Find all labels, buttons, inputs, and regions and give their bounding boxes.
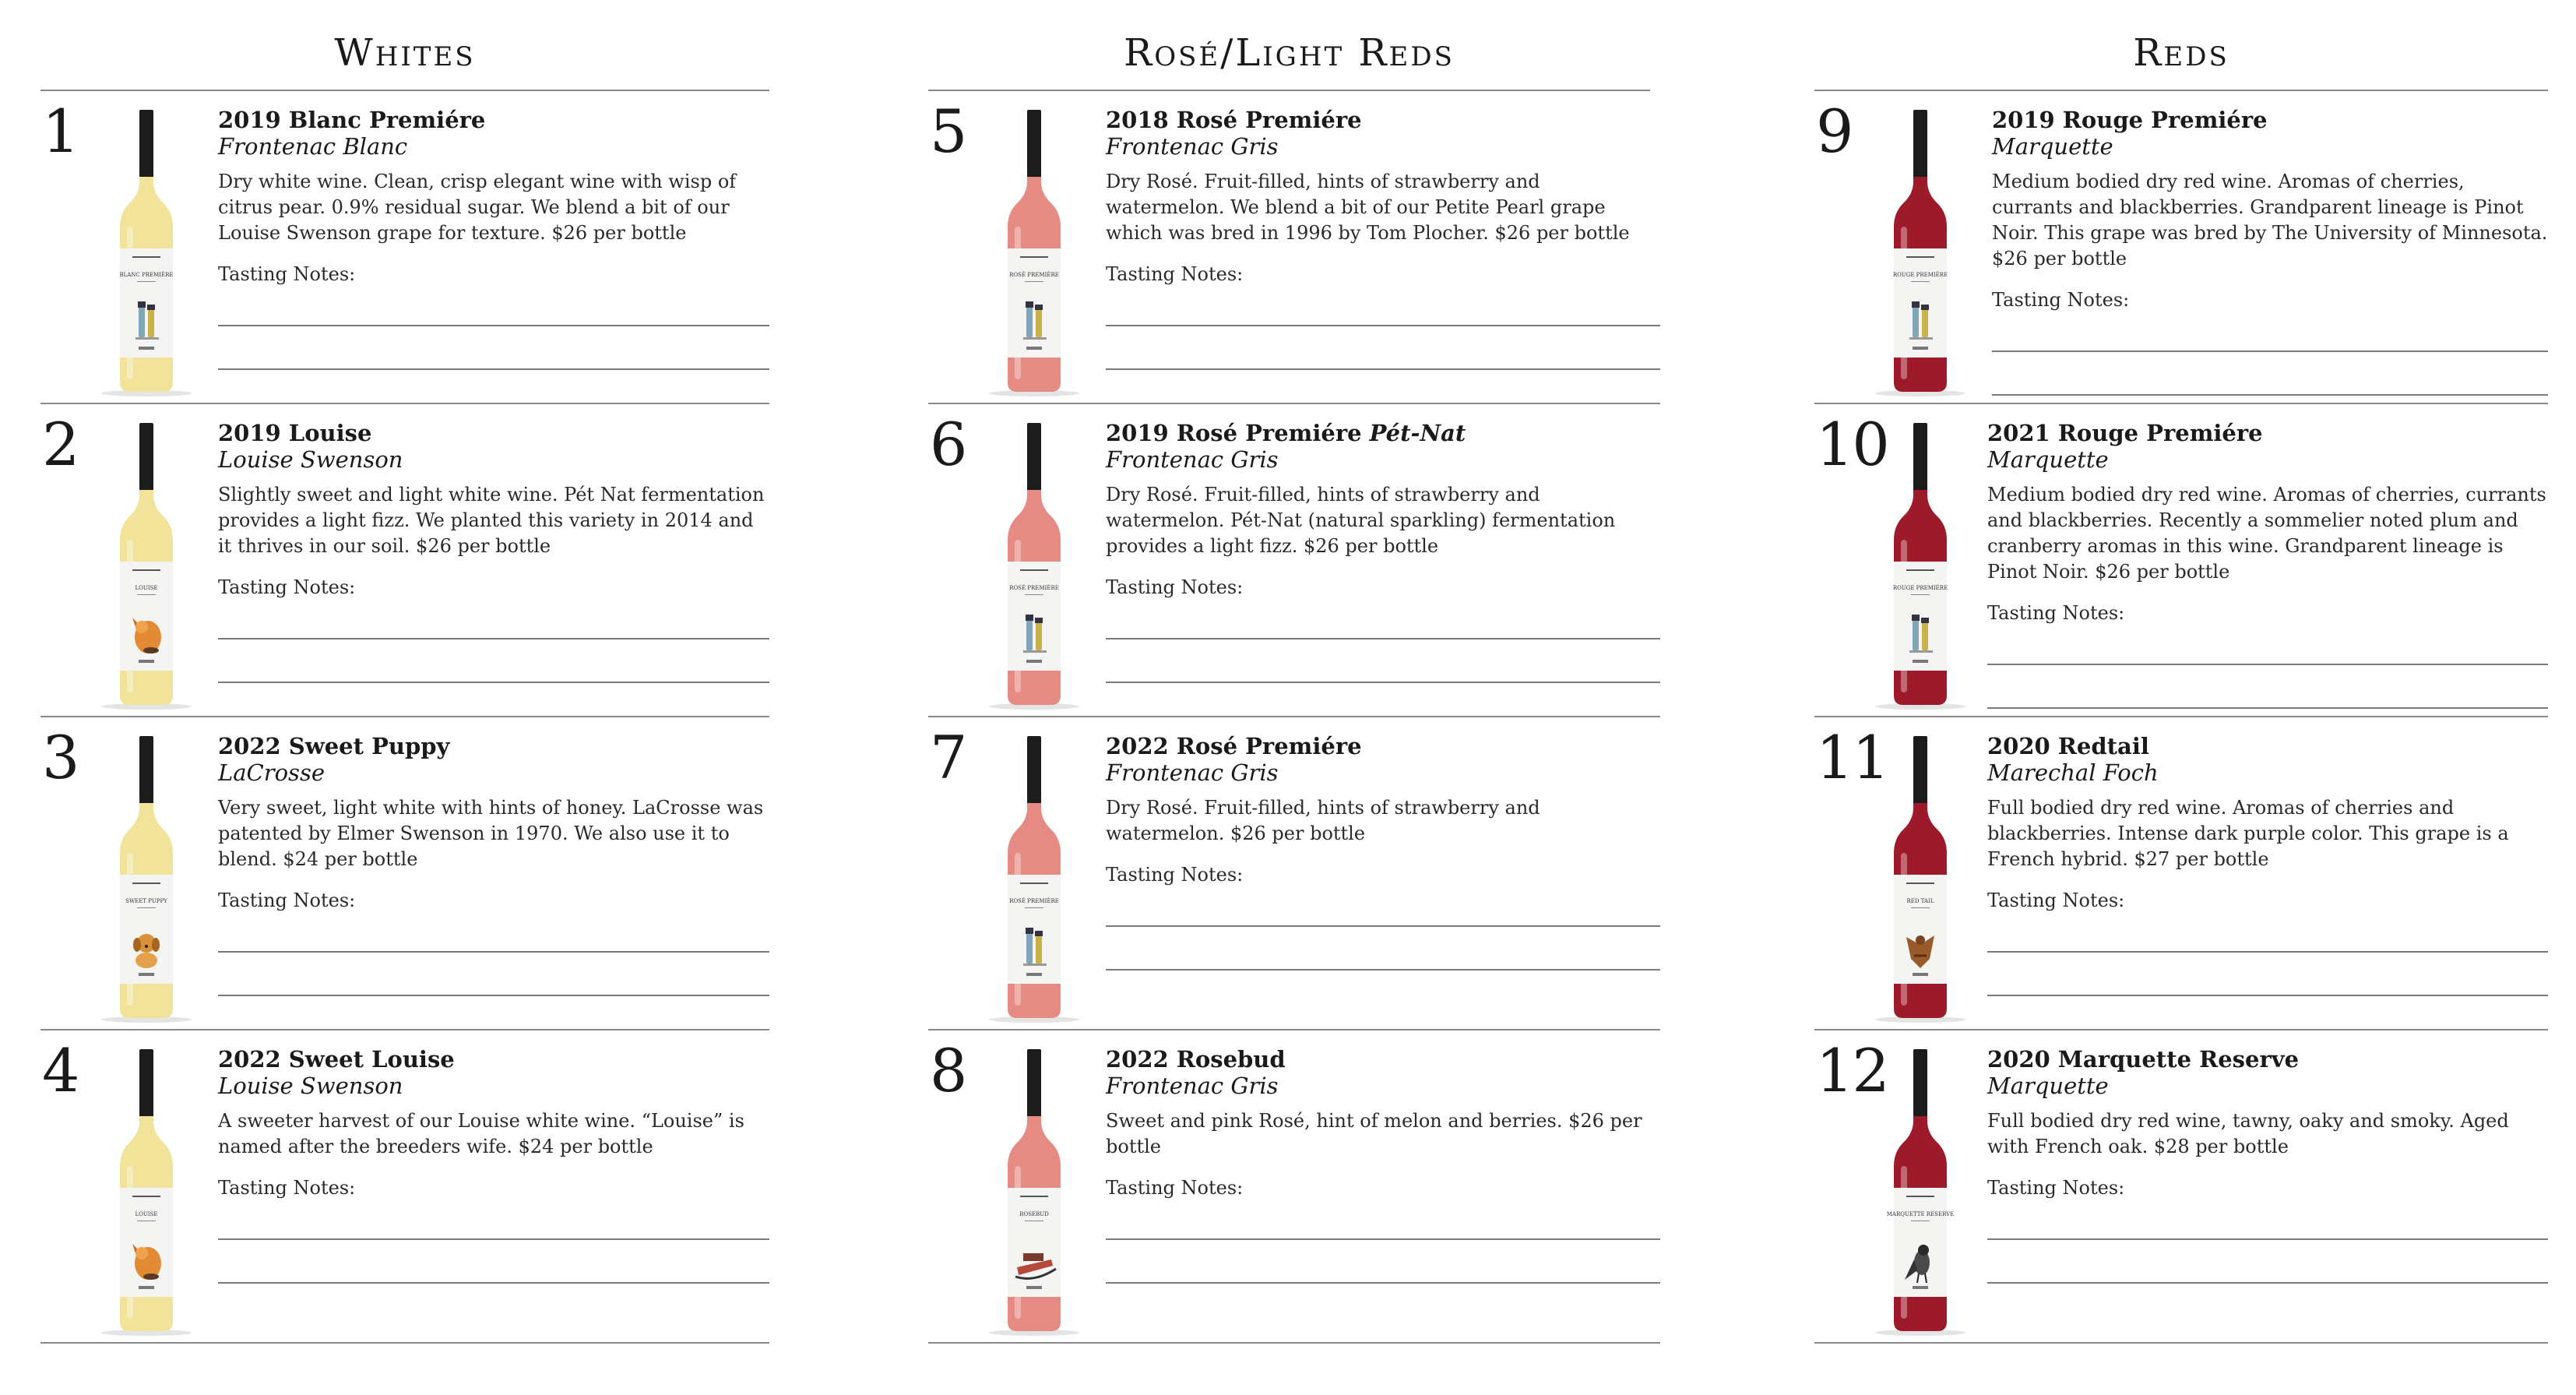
bottle-label-text: ROSÉ PREMIÈRE: [1009, 585, 1059, 591]
wine-entry: [40, 91, 769, 404]
tasting-notes-label: Tasting Notes:: [218, 889, 356, 911]
wine-bottle: [989, 423, 1079, 710]
bottle-label-text: LOUISE: [135, 1211, 158, 1217]
wine-bottle: [1875, 423, 1965, 710]
wine-name: [1106, 107, 1660, 133]
tasting-notes-label: Tasting Notes:: [1106, 1177, 1244, 1199]
grape-variety: Marquette: [1992, 133, 2113, 160]
tasting-notes-line[interactable]: [1106, 1282, 1660, 1284]
wine-number: 4: [42, 1036, 79, 1105]
wine-name: [1106, 420, 1660, 446]
bottle-label-text: LOUISE: [135, 585, 158, 591]
bottle-label: [1008, 1188, 1061, 1297]
wine-bottle: [989, 110, 1079, 396]
wine-entry: [1814, 91, 2548, 404]
wine-bottle: [989, 736, 1079, 1023]
tasting-notes-line[interactable]: [218, 995, 769, 996]
bottle-label: [1894, 562, 1947, 671]
wine-entry: [40, 404, 769, 717]
wine-name: [1987, 733, 2548, 759]
wine-entry: [928, 1030, 1660, 1344]
bottle-label: [1894, 1188, 1947, 1297]
wine-entry: [1814, 404, 2548, 717]
bottle-label-text: MARQUETTE RESERVE: [1886, 1211, 1955, 1217]
wine-details: [218, 1046, 769, 1284]
wine-entry: [928, 404, 1660, 717]
bottle-label: [1008, 248, 1061, 358]
wine-bottle: [101, 736, 192, 1023]
wine-details: [1987, 420, 2548, 709]
grape-variety: Louise Swenson: [218, 446, 403, 473]
tasting-notes-label: Tasting Notes:: [1106, 576, 1244, 598]
tasting-notes-line[interactable]: [1992, 351, 2548, 352]
wine-details: [218, 107, 769, 370]
bottle-label-text: ROUGE PREMIÈRE: [1892, 585, 1948, 591]
tasting-notes-line[interactable]: [1106, 969, 1660, 971]
wine-description: Dry Rosé. Fruit-filled, hints of strawberry and watermelon. Pét-Nat (natural sparkling) fermentation provides a light fizz. $26 per bottle: [1106, 484, 1616, 557]
wine-bottle: [101, 1049, 192, 1336]
bottle-label: [1008, 875, 1061, 984]
wine-name-text: 2022 Sweet Louise: [218, 1046, 455, 1073]
grape-variety: Marechal Foch: [1987, 759, 2159, 786]
bottle-label: [120, 1188, 173, 1297]
tasting-notes-line[interactable]: [1987, 951, 2548, 953]
column-whites: [40, 0, 769, 1344]
wine-name-text: 2022 Sweet Puppy: [218, 733, 450, 759]
wine-entry: [1814, 1030, 2548, 1344]
grape-variety: Marquette: [1987, 446, 2109, 473]
grape-variety: Marquette: [1987, 1073, 2109, 1099]
tasting-notes-line[interactable]: [1106, 925, 1660, 927]
tasting-notes-label: Tasting Notes:: [218, 576, 356, 598]
wine-number: 3: [42, 723, 79, 792]
bottle-label: [120, 248, 173, 358]
tasting-notes-line[interactable]: [1987, 664, 2548, 665]
wine-description: Dry white wine. Clean, crisp elegant wine with wisp of citrus pear. 0.9% residual sugar. We blend a bit of our Louise Swenson grape for texture. $26 per bottle: [218, 171, 737, 244]
grape-variety: LaCrosse: [218, 759, 325, 786]
wine-number: 9: [1816, 97, 1853, 166]
tasting-notes-line[interactable]: [218, 368, 769, 370]
tasting-notes-line[interactable]: [1106, 1238, 1660, 1240]
wine-details: [1106, 420, 1660, 683]
wine-name-text: 2018 Rosé Premiére: [1106, 107, 1362, 133]
bottle-label: [120, 562, 173, 671]
wine-number: 5: [930, 97, 966, 166]
wine-description: Dry Rosé. Fruit-filled, hints of strawberry and watermelon. $26 per bottle: [1106, 797, 1540, 844]
tasting-notes-label: Tasting Notes:: [218, 1177, 356, 1199]
wine-name-text: 2019 Blanc Premiére: [218, 107, 486, 133]
tasting-notes-label: Tasting Notes:: [1987, 602, 2125, 624]
wine-name-text: 2022 Rosé Premiére: [1106, 733, 1362, 759]
tasting-notes-label: Tasting Notes:: [1106, 864, 1244, 886]
grape-variety: Frontenac Gris: [1106, 759, 1279, 786]
wine-name-text: 2020 Redtail: [1987, 733, 2149, 759]
wine-description: Medium bodied dry red wine. Aromas of cherries, currants and blackberries. Recently a sommelier noted plum and cranberry aromas in this wine. Grandparent lineage is Pinot Noir. $26 per bottle: [1987, 484, 2546, 583]
wine-number: 7: [930, 723, 966, 792]
wine-details: [1106, 1046, 1660, 1284]
tasting-notes-line[interactable]: [1106, 368, 1660, 370]
wine-bottle: [1875, 1049, 1965, 1336]
column-reds: [1814, 0, 2548, 1344]
tasting-notes-line[interactable]: [218, 951, 769, 953]
wine-name: [218, 420, 769, 446]
wine-name-text: 2020 Marquette Reserve: [1987, 1046, 2300, 1073]
bottle-label-text: RED TAIL: [1906, 898, 1934, 904]
wine-entry: [40, 1030, 769, 1344]
wine-name: [218, 107, 769, 133]
wine-description: Slightly sweet and light white wine. Pét Nat fermentation provides a light fizz. We planted this variety in 2014 and it thrives in our soil. $26 per bottle: [218, 484, 765, 557]
wine-number: 6: [930, 410, 966, 479]
wine-number: 11: [1816, 723, 1888, 792]
tasting-notes-line[interactable]: [218, 325, 769, 326]
wine-name: [1106, 733, 1660, 759]
wine-description: Sweet and pink Rosé, hint of melon and berries. $26 per bottle: [1106, 1110, 1642, 1157]
bottle-label: [1008, 562, 1061, 671]
tasting-notes-line[interactable]: [1987, 995, 2548, 996]
wine-bottle: [101, 110, 192, 396]
bottle-label-text: ROUGE PREMIÈRE: [1892, 272, 1948, 278]
wine-bottle: [1875, 110, 1965, 396]
tasting-notes-line[interactable]: [1992, 394, 2548, 396]
tasting-notes-line[interactable]: [1106, 638, 1660, 639]
wine-number: 2: [42, 410, 79, 479]
wine-name-text: 2022 Rosebud: [1106, 1046, 1286, 1073]
wine-bottle: [989, 1049, 1079, 1336]
wine-name-text: 2019 Rosé Premiére: [1106, 420, 1362, 446]
wine-entry: [1814, 717, 2548, 1030]
wine-name: [1992, 107, 2548, 133]
wine-details: [218, 420, 769, 683]
wine-entry: [40, 717, 769, 1030]
wine-name-suffix: Pét-Nat: [1369, 420, 1466, 446]
wine-entry: [928, 717, 1660, 1030]
tasting-notes-label: Tasting Notes:: [1987, 1177, 2125, 1199]
wine-name: [218, 1046, 769, 1073]
tasting-notes-line[interactable]: [1106, 682, 1660, 683]
wine-name: [218, 733, 769, 759]
wine-number: 10: [1816, 410, 1888, 479]
wine-name-text: 2019 Rouge Premiére: [1992, 107, 2268, 133]
column-heading: Reds: [1814, 0, 2548, 91]
wine-description: Medium bodied dry red wine. Aromas of cherries, currants and blackberries. Grandparent lineage is Pinot Noir. This grape was bred by The University of Minnesota. $26 per bottle: [1992, 171, 2548, 269]
wine-details: [218, 733, 769, 996]
wine-details: [1106, 107, 1660, 370]
wine-name: [1987, 1046, 2548, 1073]
grape-variety: Frontenac Gris: [1106, 133, 1279, 160]
tasting-notes-line[interactable]: [218, 638, 769, 639]
wine-description: Full bodied dry red wine, tawny, oaky and smoky. Aged with French oak. $28 per bottle: [1987, 1110, 2509, 1157]
bottle-label-text: ROSEBUD: [1019, 1211, 1049, 1217]
bottle-label-text: BLANC PREMIÈRE: [119, 272, 174, 278]
bottle-label-text: SWEET PUPPY: [125, 898, 167, 904]
wine-details: [1987, 733, 2548, 996]
wine-description: Dry Rosé. Fruit-filled, hints of strawberry and watermelon. We blend a bit of our Petite Pearl grape which was bred in 1996 by Tom Plocher. $26 per bottle: [1106, 171, 1630, 244]
grape-variety: Frontenac Gris: [1106, 446, 1279, 473]
tasting-notes-label: Tasting Notes:: [1992, 289, 2130, 311]
tasting-notes-line[interactable]: [218, 682, 769, 683]
column-heading: Whites: [40, 0, 769, 91]
tasting-notes-line[interactable]: [1987, 1238, 2548, 1240]
wine-number: 8: [930, 1036, 966, 1105]
column-heading: Rosé/Light Reds: [928, 0, 1650, 91]
wine-description: A sweeter harvest of our Louise white wine. “Louise” is named after the breeders wife. $24 per bottle: [218, 1110, 744, 1157]
bottle-label-text: ROSÉ PREMIÈRE: [1009, 898, 1059, 904]
wine-name: [1987, 420, 2548, 446]
tasting-notes-label: Tasting Notes:: [1106, 263, 1244, 285]
bottle-label-text: ROSÉ PREMIÈRE: [1009, 272, 1059, 278]
tasting-notes-line[interactable]: [1106, 325, 1660, 326]
wine-name-text: 2019 Louise: [218, 420, 372, 446]
wine-name: [1106, 1046, 1660, 1073]
wine-description: Full bodied dry red wine. Aromas of cherries and blackberries. Intense dark purple color. This grape is a French hybrid. $27 per bottle: [1987, 797, 2509, 870]
column-rose-light-reds: [928, 0, 1660, 1344]
tasting-notes-line[interactable]: [218, 1238, 769, 1240]
tasting-notes-label: Tasting Notes:: [1987, 889, 2125, 911]
tasting-notes-label: Tasting Notes:: [218, 263, 356, 285]
wine-number: 12: [1816, 1036, 1888, 1105]
wine-details: [1992, 107, 2548, 396]
wine-description: Very sweet, light white with hints of honey. LaCrosse was patented by Elmer Swenson in 1970. We also use it to blend. $24 per bottle: [218, 797, 764, 870]
wine-details: [1106, 733, 1660, 971]
wine-bottle: [101, 423, 192, 710]
wine-number: 1: [42, 97, 79, 166]
label-puppy-icon: [133, 934, 160, 968]
wine-name-text: 2021 Rouge Premiére: [1987, 420, 2263, 446]
grape-variety: Louise Swenson: [218, 1073, 403, 1099]
bottle-label: [1894, 248, 1947, 358]
wine-details: [1987, 1046, 2548, 1284]
grape-variety: Frontenac Blanc: [218, 133, 408, 160]
tasting-notes-line[interactable]: [1987, 707, 2548, 709]
grape-variety: Frontenac Gris: [1106, 1073, 1279, 1099]
wine-bottle: [1875, 736, 1965, 1023]
tasting-notes-line[interactable]: [1987, 1282, 2548, 1284]
wine-entry: [928, 91, 1660, 404]
tasting-notes-line[interactable]: [218, 1282, 769, 1284]
